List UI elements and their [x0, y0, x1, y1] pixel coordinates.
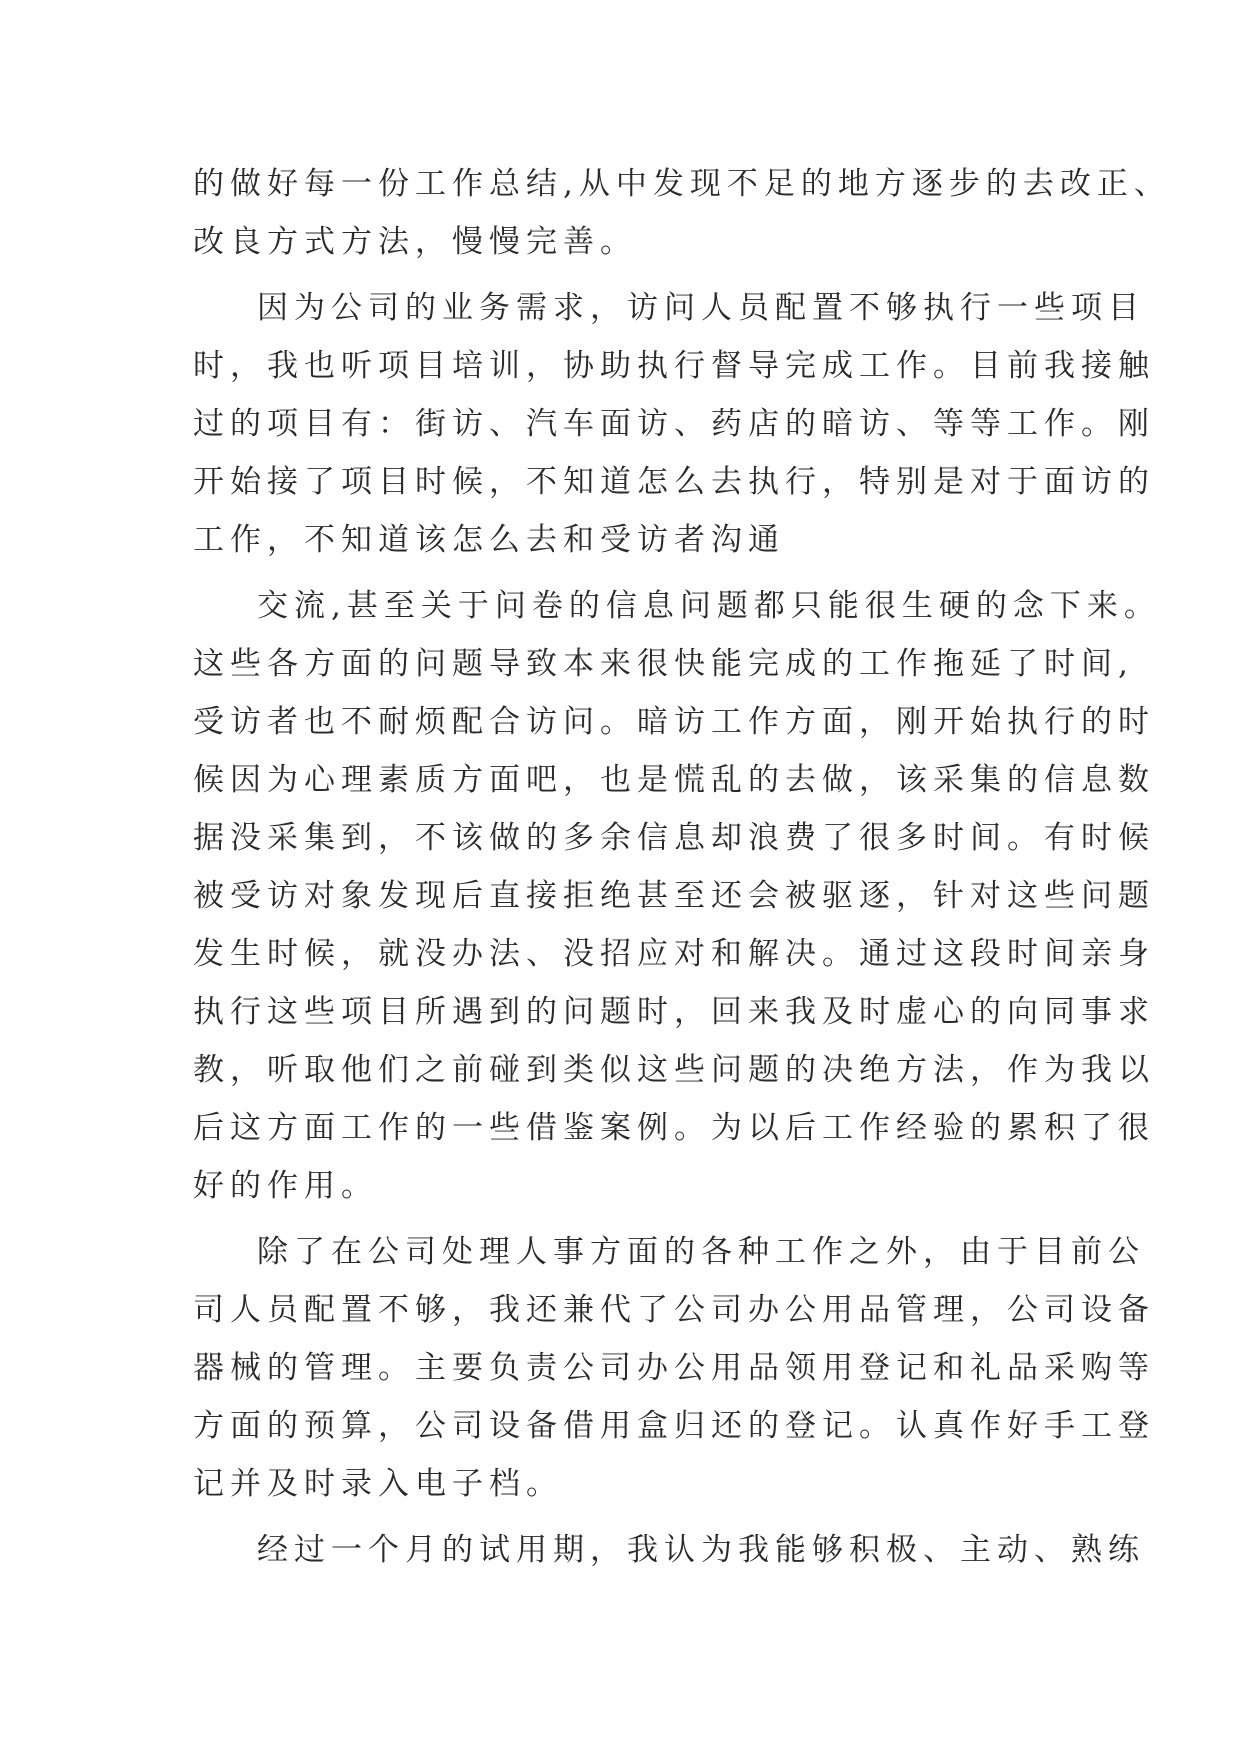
- text-line: 后这方面工作的一些借鉴案例。为以后工作经验的累积了很: [193, 1110, 1155, 1146]
- paragraph-first-line: 经过一个月的试用期，我认为我能够积极、主动、熟练: [257, 1532, 1145, 1568]
- paragraph-first-line: 除了在公司处理人事方面的各种工作之外，由于目前公: [257, 1234, 1145, 1270]
- text-line: 教，听取他们之前碰到类似这些问题的决绝方法，作为我以: [193, 1052, 1155, 1088]
- text-line: 司人员配置不够，我还兼代了公司办公用品管理，公司设备: [193, 1292, 1155, 1328]
- text-line: 时，我也听项目培训，协助执行督导完成工作。目前我接触: [193, 348, 1155, 384]
- text-line: 记并及时录入电子档。: [193, 1466, 563, 1502]
- text-line: 过的项目有：街访、汽车面访、药店的暗访、等等工作。刚: [193, 406, 1155, 442]
- text-line: 候因为心理素质方面吧，也是慌乱的去做，该采集的信息数: [193, 762, 1155, 798]
- text-line: 发生时候，就没办法、没招应对和解决。通过这段时间亲身: [193, 936, 1155, 972]
- text-line: 开始接了项目时候，不知道怎么去执行，特别是对于面访的: [193, 464, 1155, 500]
- text-line: 工作，不知道该怎么去和受访者沟通: [193, 522, 785, 558]
- text-line: 好的作用。: [193, 1168, 378, 1204]
- text-line: 执行这些项目所遇到的问题时，回来我及时虚心的向同事求: [193, 994, 1155, 1030]
- text-line: 据没采集到，不该做的多余信息却浪费了很多时间。有时候: [193, 820, 1155, 856]
- text-line: 受访者也不耐烦配合访问。暗访工作方面，刚开始执行的时: [193, 704, 1155, 740]
- paragraph-first-line: 因为公司的业务需求，访问人员配置不够执行一些项目: [257, 290, 1145, 326]
- text-line: 被受访对象发现后直接拒绝甚至还会被驱逐，针对这些问题: [193, 878, 1155, 914]
- text-line: 改良方式方法，慢慢完善。: [193, 224, 637, 260]
- text-line: 这些各方面的问题导致本来很快能完成的工作拖延了时间,: [193, 646, 1134, 682]
- text-line: 方面的预算，公司设备借用盒归还的登记。认真作好手工登: [193, 1408, 1155, 1444]
- document-body: [193, 155, 1171, 1579]
- text-line: 器械的管理。主要负责公司办公用品领用登记和礼品采购等: [193, 1350, 1155, 1386]
- paragraph-first-line: 交流,甚至关于问卷的信息问题都只能很生硬的念下来。: [257, 588, 1161, 624]
- text-line: 的做好每一份工作总结,从中发现不足的地方逐步的去改正、: [193, 166, 1171, 202]
